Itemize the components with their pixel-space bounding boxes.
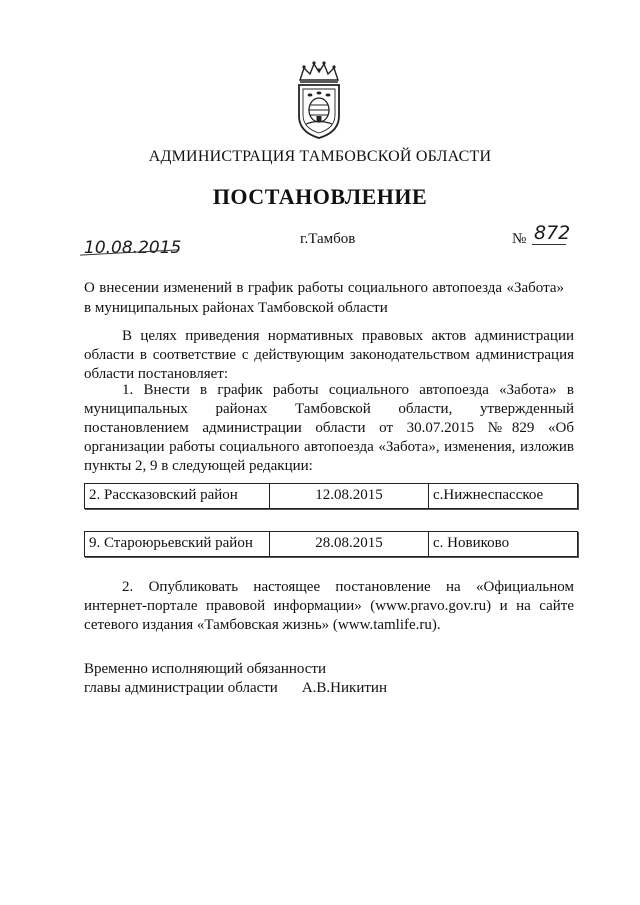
place-cell: с.Нижнеспасское <box>433 487 544 503</box>
district-cell: 9. Староюрьевский район <box>85 532 270 556</box>
document-subject: О внесении изменений в график работы социального автопоезда «Забота» в муниципальных районах Тамбовской области <box>84 280 564 316</box>
schedule-row <box>84 483 578 509</box>
schedule-row <box>84 531 578 557</box>
district-cell: 2. Рассказовский район <box>85 484 270 508</box>
item-2-paragraph: 2. Опубликовать настоящее постановление на «Официальном интернет-портале правовой информации» (www.pravo.gov.ru) и на сайте сетевого издания «Тамбовская жизнь» (www.tamlife.ru). <box>84 579 574 633</box>
document-date: 10.08.2015 <box>84 238 182 258</box>
signatory-position-line1: Временно исполняющий обязанности <box>84 661 327 677</box>
place-cell: с. Новиково <box>433 535 510 551</box>
document-number: 872 <box>534 222 571 244</box>
document-city: г.Тамбов <box>300 231 356 247</box>
date-cell: 28.08.2015 <box>270 532 429 556</box>
signatory-name: А.В.Никитин <box>301 680 387 696</box>
document-type-heading: ПОСТАНОВЛЕНИЕ <box>212 184 428 209</box>
date-cell: 12.08.2015 <box>270 484 429 508</box>
signatory-position-line2: главы администрации области <box>84 680 278 696</box>
coat-of-arms-emblem <box>290 58 348 140</box>
signature-block <box>84 660 387 698</box>
preamble-paragraph: В целях приведения нормативных правовых актов администрации области в соответствие с действующим законодательством администрация области постановляет: <box>84 328 574 382</box>
number-underline <box>532 244 566 245</box>
organization-title: АДМИНИСТРАЦИЯ ТАМБОВСКОЙ ОБЛАСТИ <box>148 148 492 165</box>
number-label: № <box>512 231 527 247</box>
item-1-paragraph: 1. Внести в график работы социального автопоезда «Забота» в муниципальных районах Тамбовской области, утвержденный постановлением администрации области от 30.07.2015 №829 «Об организации работы социального автопоезда «Забота», изменения, изложив пункты 2, 9 в следующей редакции: <box>84 382 574 474</box>
